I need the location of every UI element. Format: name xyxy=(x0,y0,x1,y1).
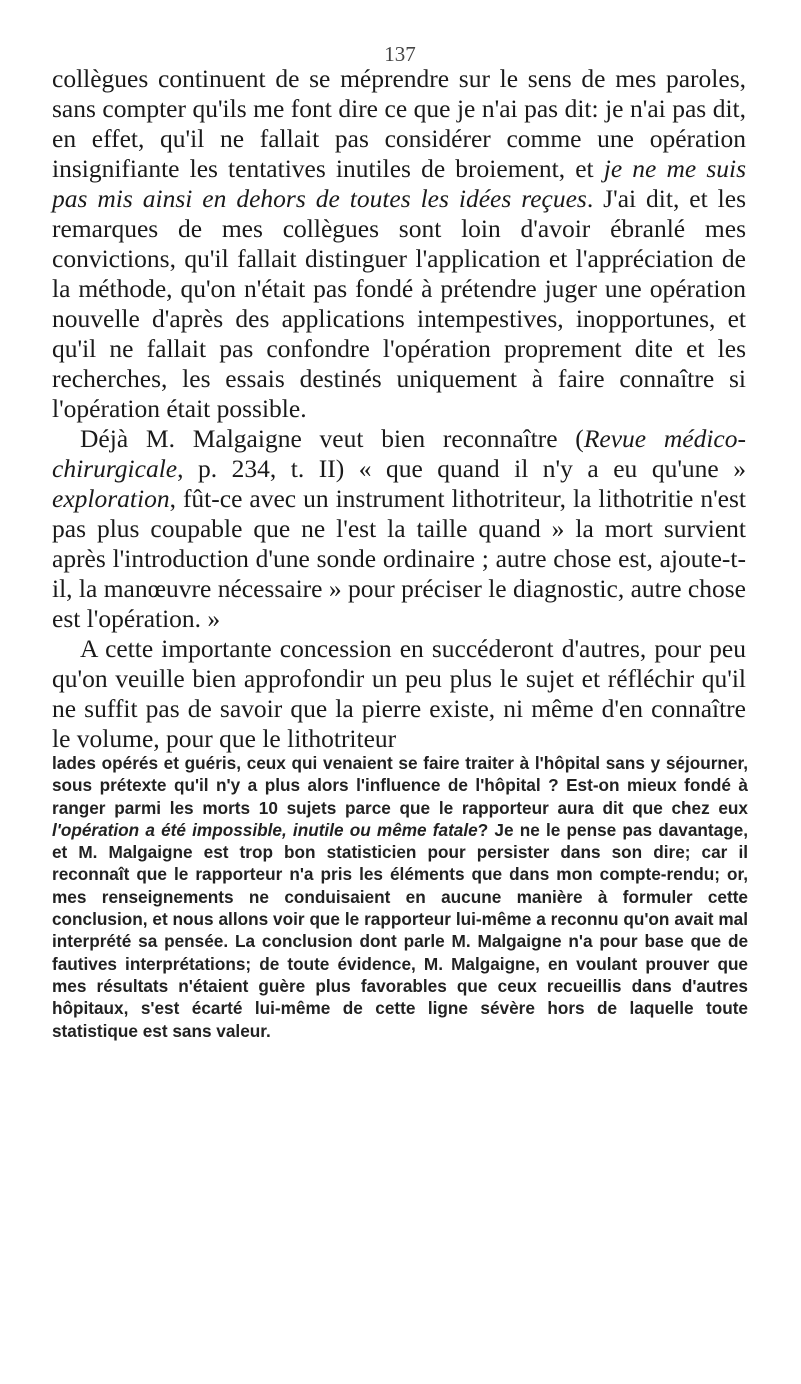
footnote xyxy=(52,752,748,1042)
paragraph-1-italic: je ne me suis pas mis ainsi en dehors de toutes les idées reçues xyxy=(52,154,747,213)
paragraph-2-italic-journal: Revue médico-chirurgicale xyxy=(52,424,746,483)
paragraph-1 xyxy=(52,64,746,424)
paragraph-3 xyxy=(52,634,746,754)
footnote-paragraph xyxy=(52,752,748,1042)
footnote-text-b: ? Je ne le pense pas davantage, et M. Malgaigne est trop bon statisticien pour persister dans son dire; car il reconnaît que le rapporteur n'a pris les éléments que dans mon compte-rendu; or, mes renseignements ne conduisaient en aucune manière à formuler cette conclusion, et nous allons voir que le rapporteur lui-même a reconnu qu'on avait mal interprété sa pensée. La conclusion dont parle M. Malgaigne n'a pour base que de fautives interprétations; de toute évidence, M. Malgaigne, en voulant prouver que mes résultats n'étaient guère plus favorables que ceux recueillis dans d'autres hôpitaux, s'est écarté lui-même de cette ligne sévère hors de laquelle toute statistique est sans valeur. xyxy=(52,819,748,1041)
paragraph-3-text: A cette importante concession en succéderont d'autres, pour peu qu'on veuille bien approfondir un peu plus le sujet et réfléchir qu'il ne suffit pas de savoir que la pierre existe, ni même d'en connaître le volume, pour que le lithotriteur xyxy=(52,634,746,753)
paragraph-2-italic-exploration: exploration xyxy=(52,484,170,513)
footnote-italic: l'opération a été impossible, inutile ou même fatale xyxy=(52,819,478,840)
paragraph-2-text-a: Déjà M. Malgaigne veut bien reconnaître ( xyxy=(80,424,584,453)
paragraph-1-text-a: collègues continuent de se méprendre sur le sens de mes paroles, sans compter qu'ils me font dire ce que je n'ai pas dit: je n'ai pas dit, en effet, qu'il ne fallait pas considérer comme une opération insignifiante les tentatives inutiles de broiement, et xyxy=(52,64,746,183)
footnote-text-a: lades opérés et guéris, ceux qui venaient se faire traiter à l'hôpital sans y séjourner, sous prétexte qu'il n'y a plus alors l'influence de l'hôpital ? Est-on mieux fondé à ranger parmi les morts 10 sujets parce que le rapporteur aura dit que chez eux xyxy=(52,753,748,818)
paragraph-2-text-b: , p. 234, t. II) « que quand il n'y a eu qu'une » xyxy=(177,454,746,483)
page-number: 137 xyxy=(384,42,416,66)
main-text xyxy=(52,64,746,754)
paragraph-1-text-b: . J'ai dit, et les remarques de mes collègues sont loin d'avoir ébranlé mes convictions, qu'il fallait distinguer l'application et l'appréciation de la méthode, qu'on n'était pas fondé à prétendre juger une opération nouvelle d'après des applications intempestives, inopportunes, et qu'il ne fallait pas confondre l'opération proprement dite et les recherches, les essais destinés uniquement à faire connaître si l'opération était possible. xyxy=(52,184,746,423)
paragraph-2 xyxy=(52,424,746,634)
paragraph-2-text-c: , fût-ce avec un instrument lithotriteur, la lithotritie n'est pas plus coupable que ne l'est la taille quand » la mort survient après l'introduction d'une sonde ordinaire ; autre chose est, ajoute-t-il, la manœuvre nécessaire » pour préciser le diagnostic, autre chose est l'opération. » xyxy=(52,484,746,633)
